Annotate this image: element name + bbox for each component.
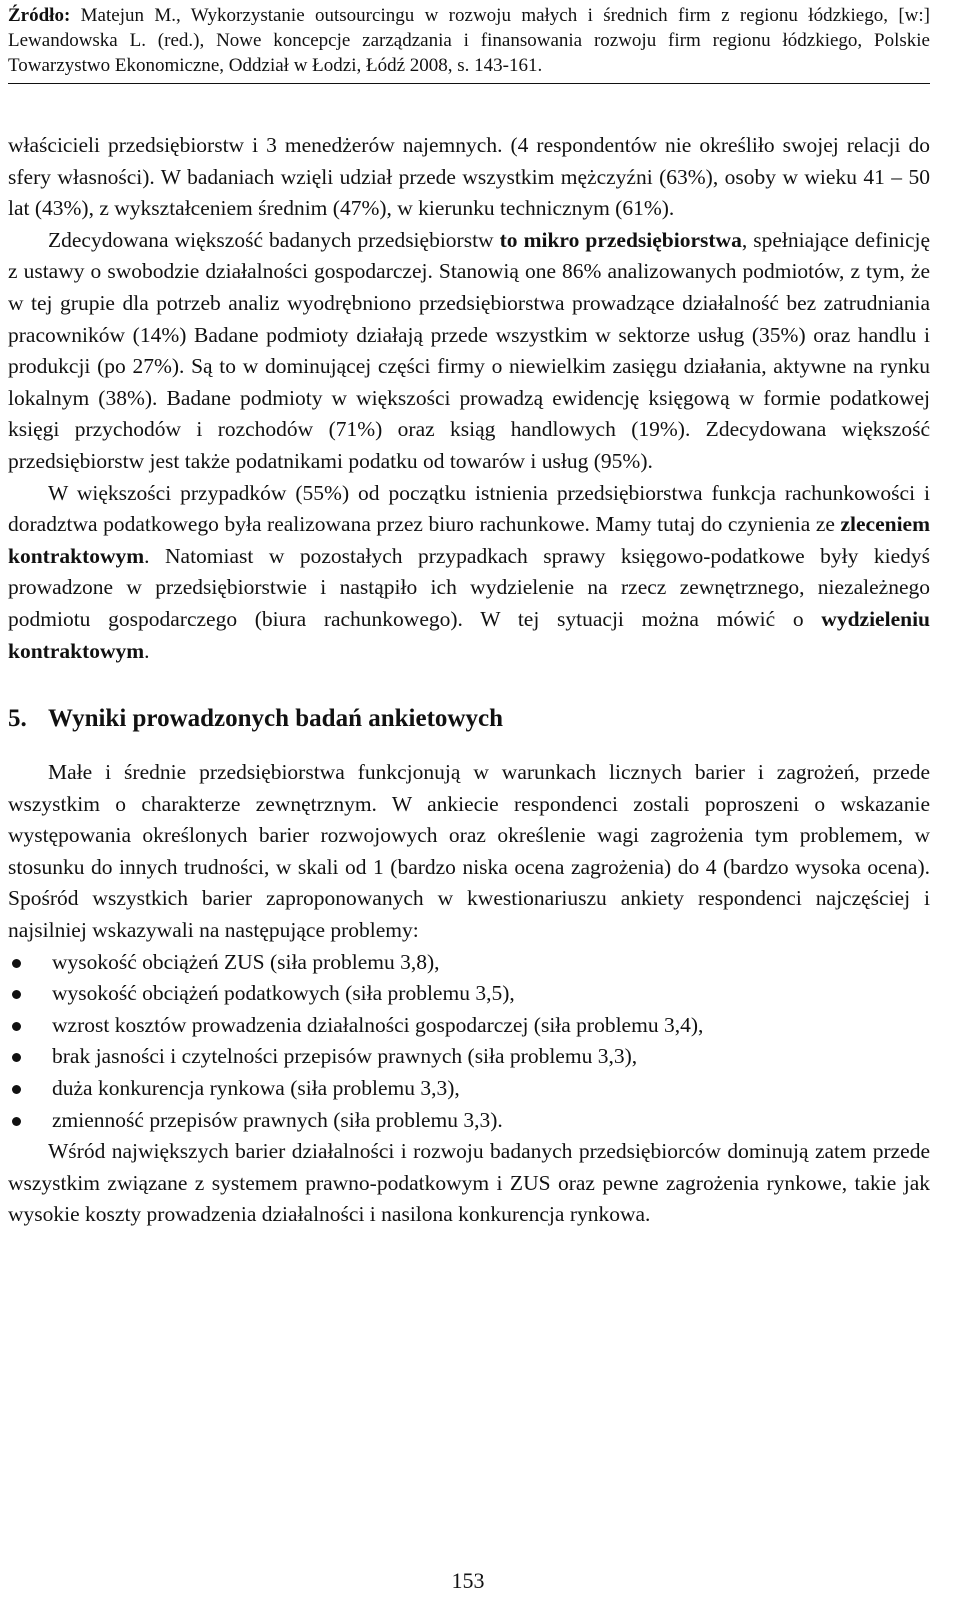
paragraph-2-text-c: , spełniające definicję z ustawy o swobodzie działalności gospodarczej. Stanowią one 86% analizowanych podmiotów, z tym, że w tej grupie dla potrzeb analiz wyodrębniono przedsiębiorstwa prowadzące działalność bez zatrudniania pracowników (14%) Badane podmioty działają przede wszystkim w sektorze usług (35%) oraz handlu i produkcji (po 27%). Są to w dominującej części firmy o niewielkim zasięgu działania, aktywne na rynku lokalnym (38%). Badane podmioty w większości prowadzą ewidencję księgową w formie podatkowej księgi przychodów i rozchodów (71%) oraz ksiąg handlowych (19%). Zdecydowana większość przedsiębiorstw jest także podatnikami podatku od towarów i usług (95%). bbox=[8, 227, 930, 473]
section-paragraph: Małe i średnie przedsiębiorstwa funkcjonują w warunkach licznych barier i zagrożeń, przede wszystkim o charakterze zewnętrznym. W ankiecie respondenci zostali poproszeni o wskazanie występowania określonych barier rozwojowych oraz określenie wagi zagrożenia tym problemem, w stosunku do innych trudności, w skali od 1 (bardzo niska ocena zagrożenia) do 4 (bardzo wysoka ocena). Spośród wszystkich barier zaproponowanych w kwestionariuszu ankiety respondenci najczęściej i najsilniej wskazywali na następujące problemy: bbox=[8, 760, 930, 943]
paragraph-3 bbox=[8, 478, 930, 668]
paragraph-2 bbox=[8, 225, 930, 478]
body-text bbox=[8, 130, 930, 667]
list-item bbox=[8, 1073, 930, 1105]
list-item-text: brak jasności i czytelności przepisów prawnych (siła problemu 3,3), bbox=[52, 1044, 638, 1069]
paragraph-3-text-e: . bbox=[144, 638, 150, 663]
section-title: Wyniki prowadzonych badań ankietowych bbox=[48, 705, 503, 733]
source-label: Źródło: bbox=[8, 5, 71, 26]
bullet-icon bbox=[12, 1085, 21, 1094]
document-page bbox=[8, 0, 930, 1231]
bullet-icon bbox=[12, 990, 21, 999]
bullet-icon bbox=[12, 1022, 21, 1031]
list-item-text: zmienność przepisów prawnych (siła problemu 3,3). bbox=[52, 1107, 503, 1132]
paragraph-1: właścicieli przedsiębiorstw i 3 menedżerów najemnych. (4 respondentów nie określiło swojej relacji do sfery własności). W badaniach wzięli udział przede wszystkim mężczyźni (63%), osoby w wieku 41 – 50 lat (43%), z wykształceniem średnim (47%), w kierunku technicznym (61%). bbox=[8, 133, 930, 221]
paragraph-3-bold-zlecenie: zleceniem kontraktowym bbox=[8, 512, 930, 568]
list-item bbox=[8, 1041, 930, 1073]
list-item bbox=[8, 947, 930, 979]
list-item-text: duża konkurencja rynkowa (siła problemu 3,3), bbox=[52, 1076, 460, 1101]
paragraph-3-text-a: W większości przypadków (55%) od początku istnienia przedsiębiorstwa funkcja rachunkowości i doradztwa podatkowego była realizowana przez biuro rachunkowe. Mamy tutaj do czynienia ze bbox=[8, 480, 930, 537]
list-item-text: wysokość obciążeń podatkowych (siła problemu 3,5), bbox=[52, 981, 515, 1006]
section-number: 5. bbox=[8, 705, 27, 733]
list-item bbox=[8, 1010, 930, 1042]
section-heading bbox=[8, 703, 930, 735]
page-number: 153 bbox=[451, 1568, 485, 1593]
source-citation bbox=[8, 3, 930, 84]
paragraph-3-text-c: . Natomiast w pozostałych przypadkach sprawy księgowo-podatkowe były kiedyś prowadzone w przedsiębiorstwie i nastąpiło ich wydzielenie na rzecz zewnętrznego, niezależnego podmiotu gospodarczego (biura rachunkowego). W tej sytuacji można mówić o bbox=[8, 543, 930, 631]
list-item-text: wzrost kosztów prowadzenia działalności gospodarczej (siła problemu 3,4), bbox=[52, 1012, 704, 1037]
paragraph-3-bold-wydzielenie: wydzieleniu kontraktowym bbox=[8, 606, 930, 663]
paragraph-2-bold-micro: to mikro przedsiębiorstwa bbox=[499, 227, 742, 252]
paragraph-2-text-a: Zdecydowana większość badanych przedsiębiorstw bbox=[48, 227, 500, 252]
problem-list bbox=[8, 947, 930, 1137]
list-item bbox=[8, 1105, 930, 1137]
source-text: Matejun M., Wykorzystanie outsourcingu w rozwoju małych i średnich firm z regionu łódzkiego, [w:] Lewandowska L. (red.), Nowe koncepcje zarządzania i finansowania rozwoju firm regionu łódzkiego, Polskie Towarzystwo Ekonomiczne, Oddział w Łodzi, Łódź 2008, s. 143-161. bbox=[8, 5, 931, 76]
bullet-icon bbox=[12, 959, 21, 968]
closing-paragraph: Wśród największych barier działalności i rozwoju badanych przedsiębiorców dominują zatem przede wszystkim związane z systemem prawno-podatkowym i ZUS oraz pewne zagrożenia rynkowe, takie jak wysokie koszty prowadzenia działalności i nasilona konkurencja rynkowa. bbox=[8, 1139, 930, 1227]
bullet-icon bbox=[12, 1117, 21, 1126]
list-item-text: wysokość obciążeń ZUS (siła problemu 3,8), bbox=[52, 949, 440, 974]
bullet-icon bbox=[12, 1053, 21, 1062]
list-item bbox=[8, 978, 930, 1010]
